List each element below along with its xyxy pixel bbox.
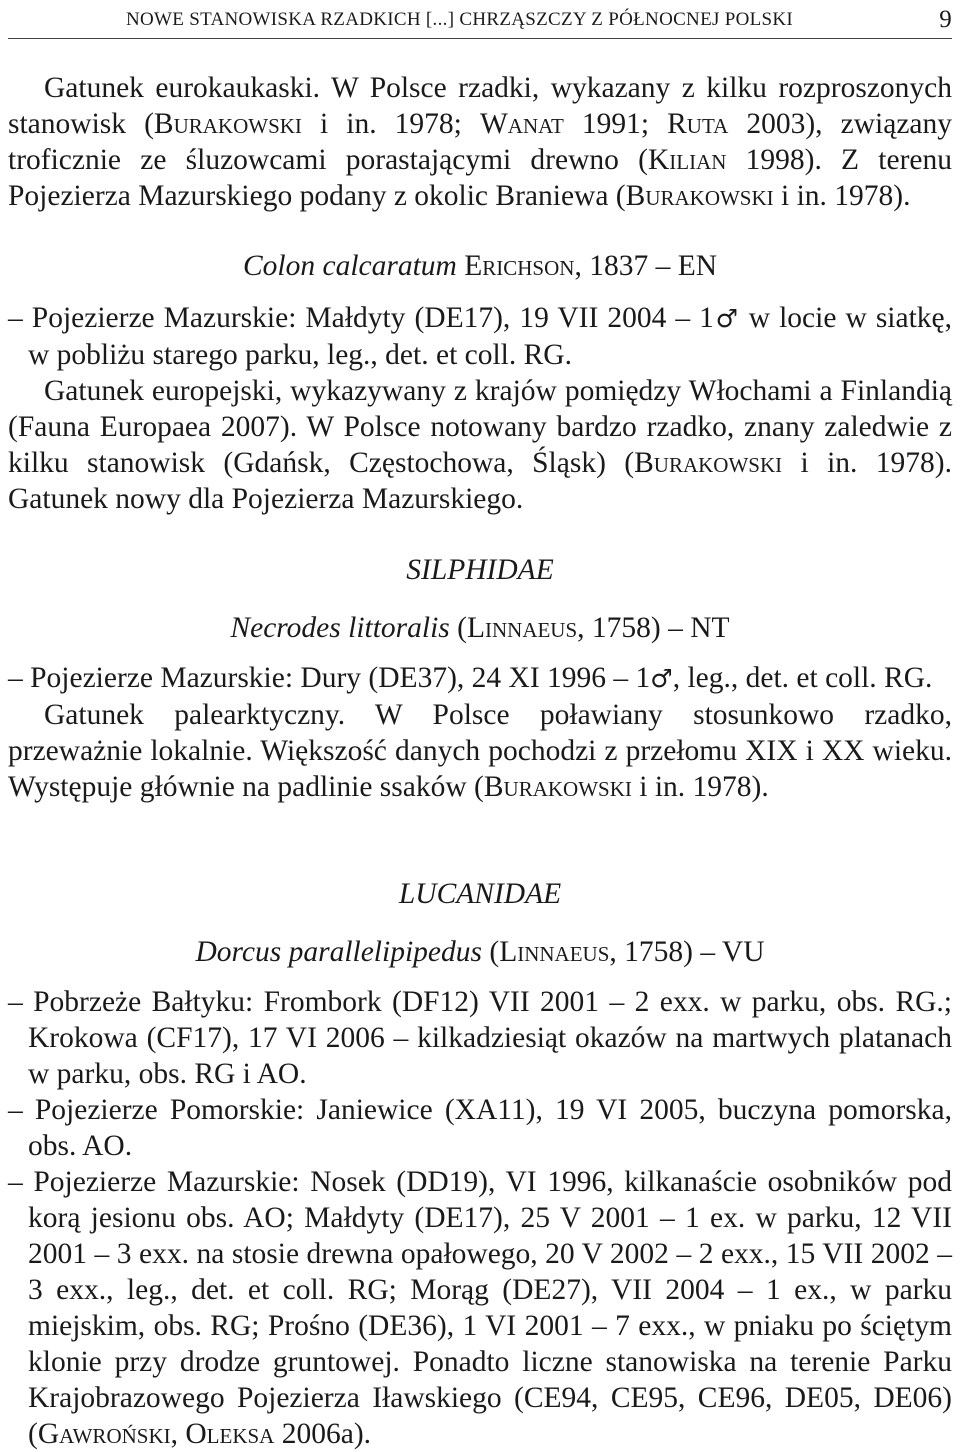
dorcus-record-1: – Pobrzeże Bałtyku: Frombork (DF12) VII 2001 – 2 exx. w parku, obs. RG.; Krokowa (CF17), 17 VI 2006 – kilkadziesiąt okazów na martwych platanach w parku, obs. RG i AO. bbox=[8, 986, 952, 1090]
lucanidae-family bbox=[8, 876, 952, 912]
intro-paragraph: Gatunek eurokaukaski. W Polsce rzadki, wykazany z kilku rozproszonych stanowisk (Burakowski i in. 1978; Wanat 1991; Ruta 2003), związany troficznie ze śluzowcami porastającymi drewno (Kilian 1998). Z terenu Pojezierza Mazurskiego podany z okolic Braniewa (Burakowski i in. 1978). bbox=[8, 72, 952, 212]
running-title: NOWE STANOWISKA RZADKICH [...] CHRZĄSZCZY Z PÓŁNOCNEJ POLSKI bbox=[126, 9, 794, 30]
male-symbol: ♂ bbox=[713, 304, 740, 333]
running-header bbox=[0, 6, 960, 34]
family-heading-silphidae: SILPHIDAE bbox=[406, 554, 554, 586]
species-heading-dorcus: Dorcus parallelipipedus (Linnaeus, 1758) – VU bbox=[195, 936, 765, 968]
species-heading-necrodes: Necrodes littoralis (Linnaeus, 1758) – NT bbox=[230, 612, 730, 644]
family-heading-lucanidae: LUCANIDAE bbox=[398, 878, 562, 910]
species-heading-colon: Colon calcaratum Erichson, 1837 – EN bbox=[242, 250, 718, 282]
intro-section bbox=[8, 70, 952, 214]
dorcus-record-3: – Pojezierze Mazurskie: Nosek (DD19), VI 1996, kilkanaście osobników pod korą jesionu obs. AO; Małdyty (DE17), 25 V 2001 – 1 ex. w parku, 12 VII 2001 – 3 exx. na stosie drewna opałowego, 20 V 2002 – 2 exx., 15 VII 2002 – 3 exx., leg., det. et coll. RG; Morąg (DE27), VII 2004 – 1 ex., w parku miejskim, obs. RG; Prośno (DE36), 1 VI 2001 – 7 exx., w pniaku po ściętym klonie przy drodze gruntowej. Ponadto liczne stanowiska na terenie Parku Krajobrazowego Pojezierza Iławskiego (CE94, CE95, CE96, DE05, DE06) (Gawroński, Oleksa 2006a). bbox=[8, 1166, 952, 1450]
necrodes-body bbox=[8, 660, 952, 805]
necrodes-heading-block bbox=[8, 610, 952, 646]
colon-section bbox=[8, 248, 952, 284]
header-rule bbox=[8, 38, 952, 39]
necrodes-note: Gatunek palearktyczny. W Polsce poławiany stosunkowo rzadko, przeważnie lokalnie. Większość danych pochodzi z przełomu XIX i XX wieku. Występuje głównie na padlinie ssaków (Burakowski i in. 1978). bbox=[8, 699, 952, 803]
dorcus-body bbox=[8, 984, 952, 1452]
dorcus-record-2: – Pojezierze Pomorskie: Janiewice (XA11), 19 VI 2005, buczyna pomorska, obs. AO. bbox=[8, 1094, 952, 1162]
page-number: 9 bbox=[939, 6, 952, 33]
silphidae-family bbox=[8, 552, 952, 588]
colon-record: – Pojezierze Mazurskie: Małdyty (DE17), 19 VII 2004 – 1♂ w locie w siatkę, w pobliżu starego parku, leg., det. et coll. RG. bbox=[8, 302, 953, 371]
colon-record-block bbox=[8, 300, 952, 517]
dorcus-heading-block bbox=[8, 934, 952, 970]
necrodes-record: – Pojezierze Mazurskie: Dury (DE37), 24 XI 1996 – 1♂, leg., det. et coll. RG. bbox=[8, 662, 933, 694]
male-symbol: ♂ bbox=[650, 664, 673, 693]
colon-note: Gatunek europejski, wykazywany z krajów pomiędzy Włochami a Finlandią (Fauna Europaea 2007). W Polsce notowany bardzo rzadko, znany zaledwie z kilku stanowisk (Gdańsk, Częstochowa, Śląsk) (Burakowski i in. 1978). Gatunek nowy dla Pojezierza Mazurskiego. bbox=[8, 375, 953, 515]
